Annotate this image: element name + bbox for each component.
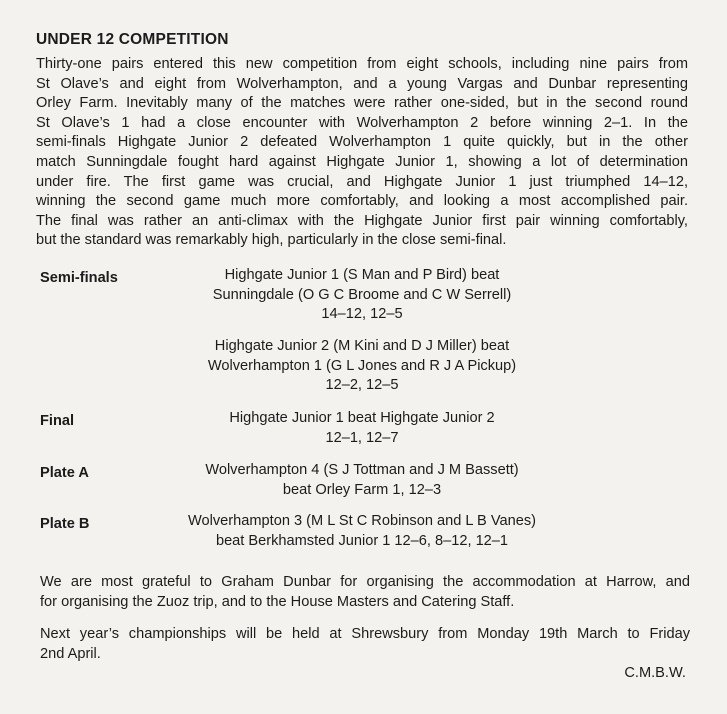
intro-line: St Olave’s and eight from Wolverhampton, and a young Vargas and Dunbar representing bbox=[36, 75, 688, 92]
semi-final-match-1 bbox=[150, 266, 574, 325]
next-year-paragraph bbox=[40, 625, 690, 664]
intro-line: St Olave’s 1 had a close encounter with Wolverhampton 2 before winning 2–1. In the bbox=[36, 114, 688, 131]
result-line: Wolverhampton 3 (M L St C Robinson and L B Vanes) bbox=[188, 513, 536, 529]
result-line: Wolverhampton 1 (G L Jones and R J A Pickup) bbox=[207, 357, 517, 374]
signature-initials: C.M.B.W. bbox=[624, 665, 686, 681]
result-line: beat Orley Farm 1, 12–3 bbox=[282, 481, 442, 498]
plate-b-label: Plate B bbox=[40, 516, 90, 532]
result-line: Sunningdale (O G C Broome and C W Serrell) bbox=[212, 286, 512, 303]
plate-a-label: Plate A bbox=[40, 465, 89, 481]
section-heading: UNDER 12 COMPETITION bbox=[36, 31, 229, 48]
intro-line: semi-finals Highgate Junior 2 defeated Wolverhampton 1 quite quickly, but in the other bbox=[36, 134, 688, 151]
result-line: Wolverhampton 4 (S J Tottman and J M Bassett) bbox=[205, 462, 519, 478]
final-label: Final bbox=[40, 413, 75, 429]
intro-line: Thirty-one pairs entered this new competition from eight schools, including nine pairs from bbox=[36, 56, 688, 72]
thanks-line: We are most grateful to Graham Dunbar for organising the accommodation at Harrow, and bbox=[40, 574, 690, 590]
result-line: Highgate Junior 2 (M Kini and D J Miller) beat bbox=[214, 338, 510, 354]
result-line: Highgate Junior 1 (S Man and P Bird) beat bbox=[224, 267, 500, 283]
plate-a-result bbox=[150, 461, 574, 500]
intro-line: Orley Farm. Inevitably many of the matches were rather one-sided, but in the second round bbox=[36, 95, 688, 112]
thanks-line: for organising the Zuoz trip, and to the House Masters and Catering Staff. bbox=[40, 593, 515, 610]
result-score: 12–1, 12–7 bbox=[325, 429, 399, 446]
result-line: Highgate Junior 1 beat Highgate Junior 2 bbox=[229, 410, 495, 426]
semi-finals-label: Semi-finals bbox=[40, 270, 118, 286]
intro-line: match Sunningdale fought hard against Highgate Junior 1, showing a lot of determination bbox=[36, 153, 688, 170]
result-line: beat Berkhamsted Junior 1 12–6, 8–12, 12–1 bbox=[215, 532, 509, 549]
result-score: 14–12, 12–5 bbox=[321, 306, 403, 323]
intro-line: winning the second game much more comfortably, and looking a most accomplished pair. bbox=[36, 193, 688, 210]
next-year-line: Next year’s championships will be held at Shrewsbury from Monday 19th March to Friday bbox=[40, 626, 690, 642]
result-score: 12–2, 12–5 bbox=[325, 377, 399, 394]
thanks-paragraph bbox=[40, 573, 690, 612]
next-year-line: 2nd April. bbox=[40, 645, 101, 662]
plate-b-result bbox=[150, 512, 574, 551]
intro-line: but the standard was remarkably high, particularly in the close semi-final. bbox=[36, 232, 507, 249]
intro-line: The final was rather an anti-climax with the Highgate Junior first pair winning comfortably, bbox=[36, 212, 688, 229]
semi-final-match-2 bbox=[150, 337, 574, 396]
intro-paragraph bbox=[36, 55, 688, 251]
final-result bbox=[150, 409, 574, 448]
intro-line: under fire. The first game was crucial, and Highgate Junior 1 just triumphed 14–12, bbox=[36, 173, 688, 190]
